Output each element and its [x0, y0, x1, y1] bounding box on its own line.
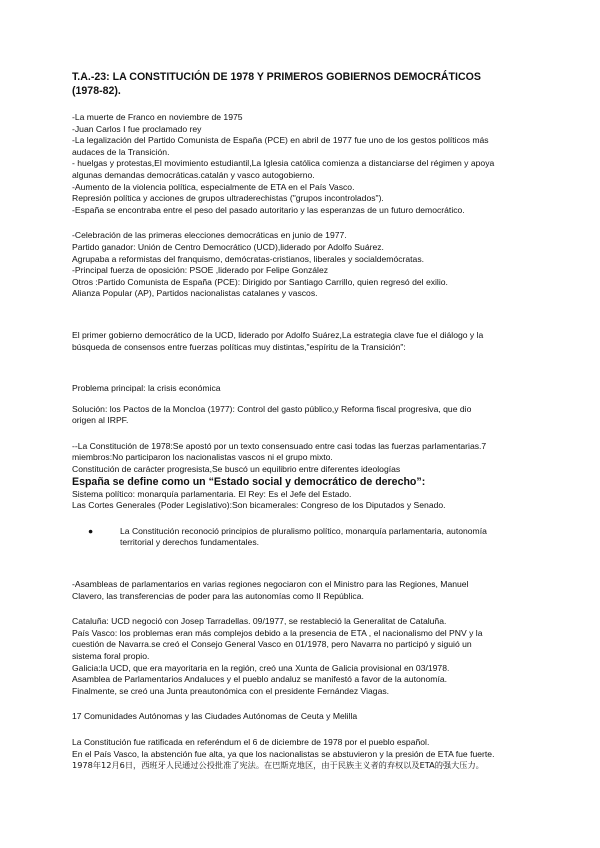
text-line: Galicia:la UCD, que era mayoritaria en la región, creó una Xunta de Galicia provisional en 03/1978.	[72, 662, 450, 673]
text-line: El primer gobierno democrático de la UCD, liderado por Adolfo Suárez,La estrategia clave fue el diálogo y la	[72, 329, 484, 340]
text-line: -La muerte de Franco en noviembre de 1975	[72, 112, 243, 122]
text-line: Partido ganador: Unión de Centro Democrático (UCD),liderado por Adolfo Suárez.	[72, 241, 384, 252]
text-line: -Juan Carlos I fue proclamado rey	[72, 123, 202, 134]
emphasis-heading: España se define como un “Estado social y democrático de derecho”:	[72, 475, 426, 488]
section-first-government	[72, 330, 532, 353]
text-line: Finalmente, se creó una Junta preautonómica con el presidente Fernández Viagas.	[72, 685, 390, 696]
communities-line: 17 Comunidades Autónomas y las Ciudades Autónomas de Ceuta y Melilla	[72, 711, 358, 722]
bullet-line: territorial y derechos fundamentales.	[120, 537, 260, 548]
text-line: -Aumento de la violencia política, especialmente de ETA en el País Vasco.	[72, 181, 355, 192]
bullet-item	[72, 526, 532, 549]
text-line: miembros:No participaron los nacionalistas vascos ni el grupo mixto.	[72, 452, 333, 463]
text-line: - huelgas y protestas,El movimiento estudiantil,La Iglesia católica comienza a distanciarse del régimen y apoya	[72, 158, 495, 169]
text-line: -La legalización del Partido Comunista de España (PCE) en abril de 1977 fue uno de los gestos políticos más	[72, 135, 489, 146]
section-elections	[72, 230, 532, 300]
text-line: -Principal fuerza de oposición: PSOE ,liderado por Felipe González	[72, 265, 329, 276]
text-line: búsqueda de consensos entre fuerzas políticas muy distintas,"espíritu de la Transición":	[72, 341, 406, 352]
bullet-line: La Constitución reconoció principios de pluralismo político, monarquía parlamentaria, autonomía	[120, 525, 487, 536]
text-line: Otros :Partido Comunista de España (PCE): Dirigido por Santiago Carrillo, quien regresó del exilio.	[72, 276, 448, 287]
text-line: Cataluña: UCD negoció con Josep Tarradellas. 09/1977, se restableció la Generalitat de Cataluña.	[72, 616, 447, 627]
bullet-text	[112, 526, 487, 549]
text-line: Sistema político: monarquía parlamentaria. El Rey: Es el Jefe del Estado.	[72, 488, 352, 499]
section-referendum	[72, 737, 532, 772]
text-line: Solución: los Pactos de la Moncloa (1977): Control del gasto público,y Reforma fiscal progresiva, que dio	[72, 403, 472, 414]
text-line: sistema foral propio.	[72, 651, 150, 661]
text-line: País Vasco: los problemas eran más complejos debido a la presencia de ETA , el nacionalismo del PNV y la	[72, 627, 483, 638]
section-background	[72, 112, 532, 216]
document-page	[72, 70, 532, 772]
text-line: origen al IRPF.	[72, 415, 129, 426]
section-solution	[72, 404, 532, 427]
title-line-2: (1978-82).	[72, 85, 121, 97]
text-line: Las Cortes Generales (Poder Legislativo):Son bicamerales: Congreso de los Diputados y Senado.	[72, 500, 446, 511]
text-line: Asamblea de Parlamentarios Andaluces y el pueblo andaluz se manifestó a favor de la autonomía.	[72, 674, 448, 685]
text-line: En el País Vasco, la abstención fue alta, ya que los nacionalistas se abstuvieron y la presión de ETA fue fuerte.	[72, 748, 495, 759]
section-assemblies	[72, 579, 532, 602]
bullet-icon: ●	[88, 525, 94, 536]
text-line: Constitución de carácter progresista,Se buscó un equilibrio entre diferentes ideologías	[72, 464, 401, 475]
text-line: Represión política y acciones de grupos ultraderechistas ("grupos incontrolados").	[72, 193, 384, 204]
text-line: La Constitución fue ratificada en referéndum el 6 de diciembre de 1978 por el pueblo español.	[72, 736, 430, 747]
chinese-translation-line: 1978年12月6日，西班牙人民通过公投批准了宪法。在巴斯克地区，由于民族主义者的弃权以及ETA的强大压力。	[72, 760, 484, 771]
section-regions	[72, 616, 532, 697]
text-line: -Celebración de las primeras elecciones democráticas en junio de 1977.	[72, 230, 347, 241]
problem-line: Problema principal: la crisis económica	[72, 383, 221, 394]
text-line: --La Constitución de 1978:Se apostó por un texto consensuado entre casi todas las fuerzas parlamentarias.7	[72, 440, 487, 451]
title-line-1: T.A.-23: LA CONSTITUCIÓN DE 1978 Y PRIMEROS GOBIERNOS DEMOCRÁTICOS	[72, 71, 481, 83]
text-line: Alianza Popular (AP), Partidos nacionalistas catalanes y vascos.	[72, 288, 318, 299]
text-line: Clavero, las transferencias de poder para las autonomías como II República.	[72, 590, 364, 601]
section-constitution	[72, 441, 532, 512]
text-line: audaces de la Transición.	[72, 146, 170, 157]
text-line: algunas demandas democráticas.catalán y vasco autogobierno.	[72, 169, 315, 180]
text-line: Agrupaba a reformistas del franquismo, demócratas-cristianos, liberales y socialdemócratas.	[72, 253, 425, 264]
text-line: cuestión de Navarra.se creó el Consejo General Vasco en 01/1978, pero Navarra no participó y siguió un	[72, 639, 472, 650]
text-line: -España se encontraba entre el peso del pasado autoritario y las esperanzas de un futuro democrático.	[72, 204, 465, 215]
text-line: -Asambleas de parlamentarios en varias regiones negociaron con el Ministro para las Regiones, Manuel	[72, 579, 469, 590]
document-title	[72, 70, 532, 98]
